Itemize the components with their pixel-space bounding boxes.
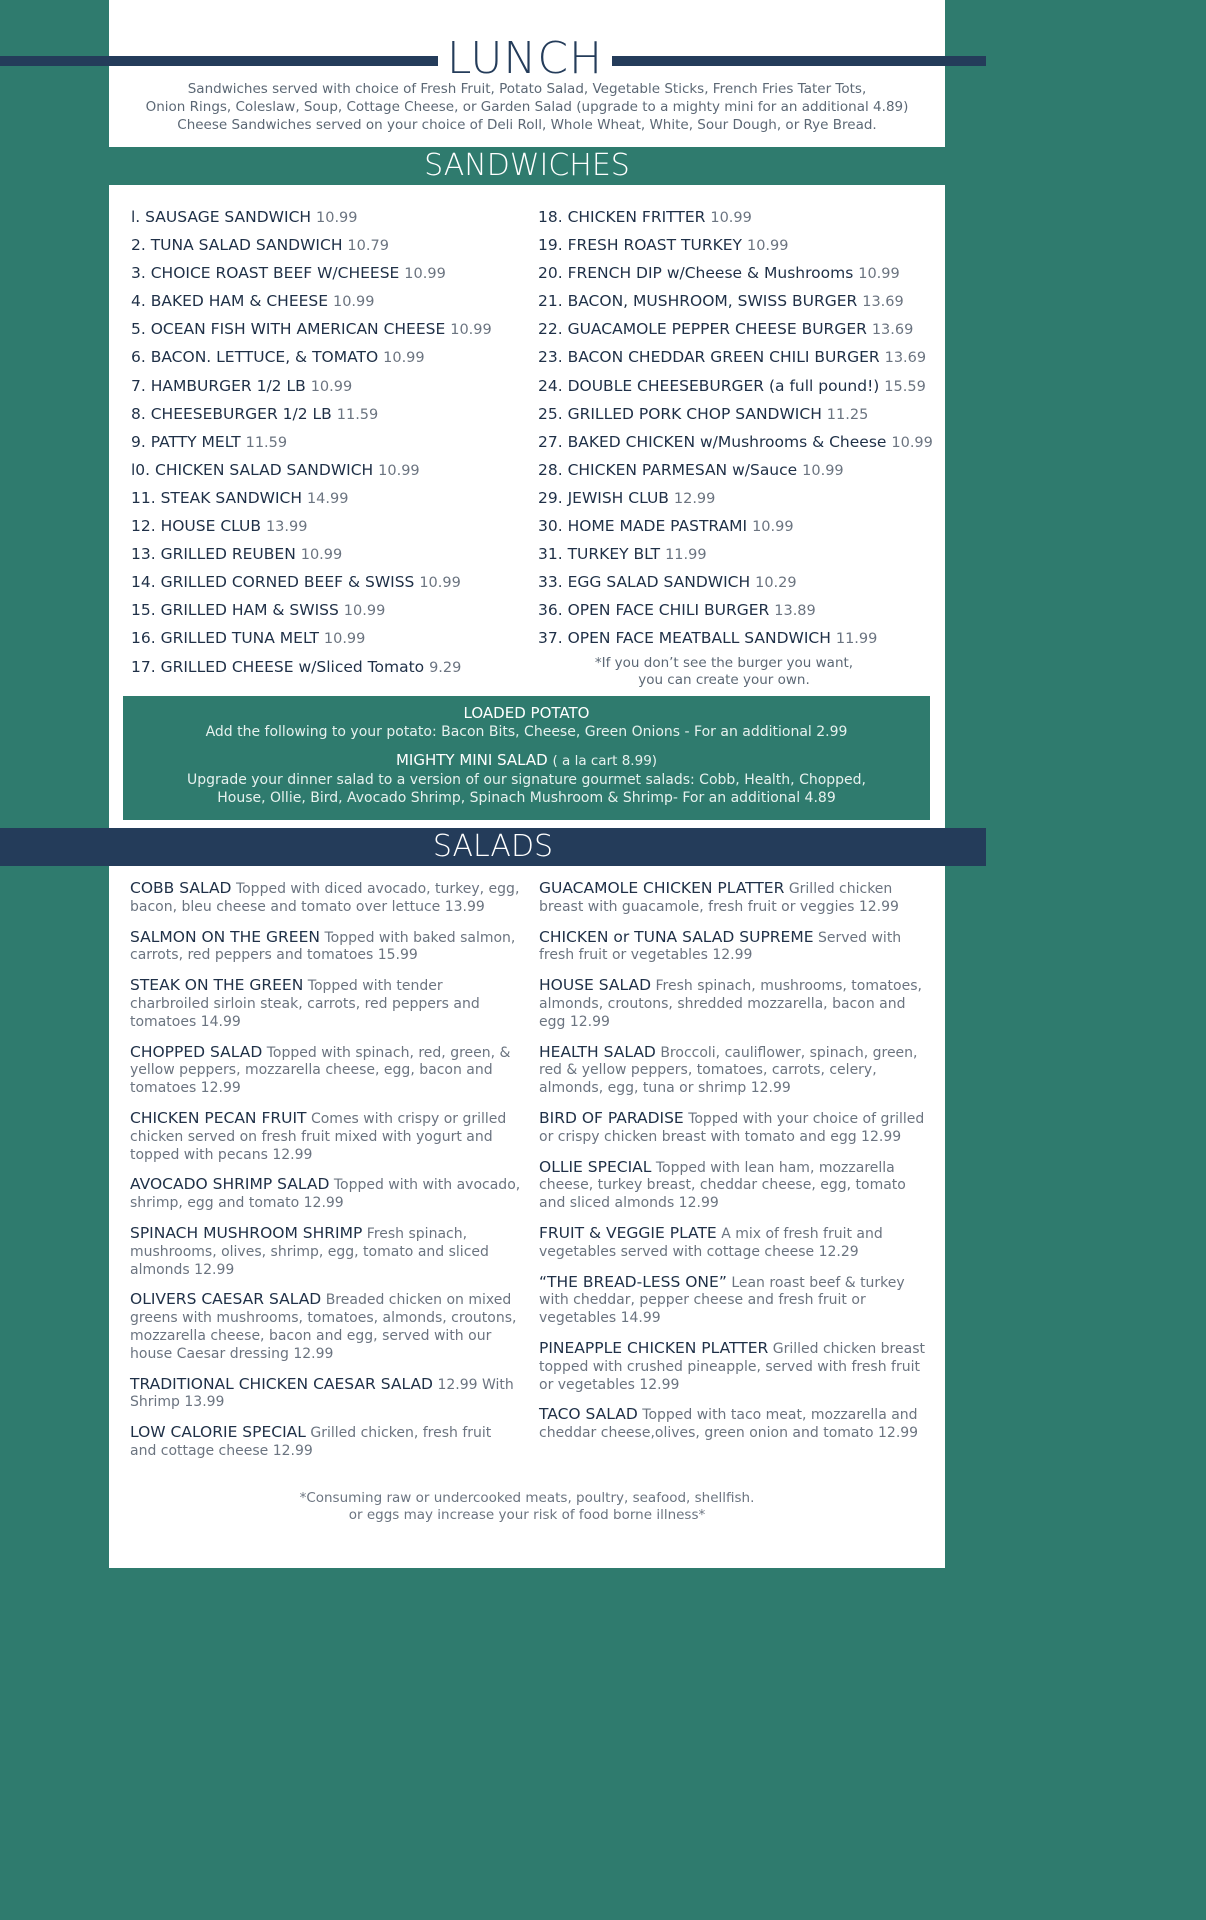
sandwich-item [538,430,933,458]
sandwich-price: 10.99 [310,378,353,395]
salad-description: Topped with spinach, red, green, & yellow peppers, mozzarella cheese, egg, bacon and tomatoes 12.99 [130,1044,511,1097]
sandwich-item [538,598,933,626]
sandwich-name: 23. BACON CHEDDAR GREEN CHILI BURGER [538,348,880,367]
salad-name: COBB SALAD [130,879,232,897]
mighty-mini-heading [123,751,930,771]
salad-item [539,1340,931,1394]
sandwich-price: 11.25 [826,406,869,423]
sandwich-price: 10.99 [710,210,752,226]
sandwich-item [538,458,933,486]
salad-description: Topped with your choice of grilled or crispy chicken breast with tomato and egg 12.99 [539,1110,925,1145]
salad-description: Fresh spinach, mushrooms, olives, shrimp, egg, tomato and sliced almonds 12.99 [130,1225,489,1278]
salad-item [539,1044,931,1098]
sandwich-item [131,626,492,654]
salad-description: Breaded chicken on mixed greens with mushrooms, tomatoes, almonds, croutons, mozzarella cheese, bacon and egg, served with our house Caesar dressing 12.99 [130,1292,517,1362]
sandwich-name: 12. HOUSE CLUB [131,517,262,536]
sandwich-item [131,233,492,261]
sandwich-item [131,205,492,233]
salad-description: Topped with baked salmon, carrots, red peppers and tomatoes 15.99 [130,929,516,964]
sandwich-item [538,542,933,570]
salad-item [539,1110,931,1147]
sandwich-price: 10.99 [300,547,343,564]
sandwich-price: 11.99 [665,547,707,564]
sandwich-price: 10.99 [343,603,386,620]
sandwich-name: 7. HAMBURGER 1/2 LB [131,376,306,395]
sandwich-item [131,317,492,345]
sandwich-price: 10.99 [332,294,375,311]
sandwich-price: 10.29 [755,575,797,592]
salad-description: Grilled chicken, fresh fruit and cottage cheese 12.99 [130,1425,492,1459]
salad-description: Served with fresh fruit or vegetables 12.99 [539,929,902,964]
sandwich-item [538,486,933,514]
sandwich-name: 20. FRENCH DIP w/Cheese & Mushrooms [538,264,854,283]
sandwich-price: 10.99 [404,266,446,283]
sandwich-name: 4. BAKED HAM & CHEESE [131,292,329,311]
sandwich-price: 10.99 [378,462,420,479]
salad-item [130,1110,522,1164]
sandwich-price: 10.99 [746,238,789,255]
burger-note [538,655,910,689]
mighty-mini-title: MIGHTY MINI SALAD [395,751,548,769]
salad-name: OLLIE SPECIAL [539,1157,652,1176]
salad-item [539,1406,931,1443]
sandwich-price: 13.69 [871,322,914,339]
salad-item [539,1225,931,1262]
salad-name: GUACAMOLE CHICKEN PLATTER [539,879,785,897]
sandwich-name: l0. CHICKEN SALAD SANDWICH [131,460,374,479]
sandwich-item [131,570,492,598]
salad-item [130,929,522,966]
sandwich-item [538,205,933,233]
sandwich-price: 10.99 [450,322,492,339]
salad-item [539,977,931,1031]
sandwich-item [538,261,933,289]
sandwich-price: 13.69 [884,350,927,367]
salad-item [539,1274,931,1328]
salad-description: Broccoli, cauliflower, spinach, green, red & yellow peppers, tomatoes, carrots, celery, almonds, egg, tuna or shrimp 12.99 [539,1044,918,1097]
sandwich-name: 22. GUACAMOLE PEPPER CHEESE BURGER [538,320,867,339]
salad-description: Lean roast beef & turkey with cheddar, pepper cheese and fresh fruit or vegetables 14.99 [539,1274,905,1327]
sandwich-price: 10.99 [383,350,425,367]
salad-name: CHOPPED SALAD [130,1042,263,1061]
salad-description: Grilled chicken breast topped with crushed pineapple, served with fresh fruit or vegetables 12.99 [539,1340,925,1393]
sandwich-price: 10.99 [323,631,366,648]
sandwich-item [131,655,492,683]
sandwich-item [538,514,933,542]
sandwich-name: 16. GRILLED TUNA MELT [131,629,319,648]
sandwich-name: 3. CHOICE ROAST BEEF W/CHEESE [131,264,400,283]
sandwich-price: 10.79 [347,238,389,255]
salad-name: SPINACH MUSHROOM SHRIMP [130,1223,363,1242]
sandwich-item [538,402,933,430]
note-line: *If you don’t see the burger you want, [594,655,854,671]
sandwich-item [131,345,492,373]
footer-line: or eggs may increase your risk of food borne illness* [348,1507,706,1523]
salad-name: SALMON ON THE GREEN [130,927,320,946]
sandwich-price: 10.99 [858,266,900,283]
salad-name: TACO SALAD [539,1405,638,1424]
sandwich-list-left [131,205,492,683]
sandwich-name: 14. GRILLED CORNED BEEF & SWISS [131,573,415,592]
sandwich-name: 36. OPEN FACE CHILI BURGER [538,601,770,620]
sandwich-name: 5. OCEAN FISH WITH AMERICAN CHEESE [131,320,446,339]
salad-item [130,1376,522,1413]
salad-description: 12.99 With Shrimp 13.99 [130,1376,514,1411]
salad-item [539,929,931,966]
salad-item [539,1159,931,1213]
intro-line: Sandwiches served with choice of Fresh Fruit, Potato Salad, Vegetable Sticks, French Fries Tater Tots, [187,81,867,97]
mighty-mini-line: House, Ollie, Bird, Avocado Shrimp, Spinach Mushroom & Shrimp- For an additional 4.89 [217,790,836,806]
food-safety-note [109,1490,945,1524]
salad-item [130,1176,522,1213]
salad-description: Grilled chicken breast with guacamole, fresh fruit or veggies 12.99 [539,881,899,915]
sandwich-item [131,542,492,570]
sandwich-name: 13. GRILLED REUBEN [131,545,296,564]
sandwich-name: 8. CHEESEBURGER 1/2 LB [131,404,332,423]
sandwich-name: 9. PATTY MELT [131,432,241,451]
sandwich-item [538,289,933,317]
sandwich-price: 13.89 [774,603,816,620]
salad-description: A mix of fresh fruit and vegetables served with cottage cheese 12.29 [539,1225,883,1260]
sandwich-item [538,374,933,402]
salad-name: HOUSE SALAD [539,976,652,995]
mighty-mini-line: Upgrade your dinner salad to a version of our signature gourmet salads: Cobb, Health, Chopped, [186,772,867,788]
sandwich-item [131,402,492,430]
salad-name: OLIVERS CAESAR SALAD [130,1290,322,1309]
sandwich-item [538,345,933,373]
sandwich-price: 12.99 [673,490,716,507]
sandwich-name: 33. EGG SALAD SANDWICH [538,573,751,592]
salad-name: BIRD OF PARADISE [539,1108,684,1127]
intro-line: Onion Rings, Coleslaw, Soup, Cottage Cheese, or Garden Salad (upgrade to a mighty mini for an additional 4.89) [145,99,909,115]
sandwich-price: 11.59 [245,434,288,451]
salad-name: “THE BREAD-LESS ONE” [539,1272,727,1291]
salad-item [130,977,522,1031]
sandwich-item [131,598,492,626]
salad-name: FRUIT & VEGGIE PLATE [539,1223,717,1242]
sandwich-price: 10.99 [802,462,844,479]
sandwich-item [131,289,492,317]
salad-name: HEALTH SALAD [539,1042,656,1061]
salad-item [130,1424,522,1461]
sandwich-price: 13.69 [862,294,904,311]
salad-name: AVOCADO SHRIMP SALAD [130,1175,330,1194]
sandwich-list-right [538,205,933,655]
sandwich-name: 30. HOME MADE PASTRAMI [538,517,748,536]
page-title: LUNCH [446,33,604,84]
loaded-potato-text: Add the following to your potato: Bacon Bits, Cheese, Green Onions - For an additional 2.99 [205,724,848,740]
salad-description: Fresh spinach, mushrooms, tomatoes, almonds, croutons, shredded mozzarella, bacon and egg 12.99 [539,978,922,1030]
salad-name: STEAK ON THE GREEN [130,976,304,995]
sandwich-name: 6. BACON. LETTUCE, & TOMATO [131,348,379,367]
sandwich-item [131,374,492,402]
sandwich-name: 24. DOUBLE CHEESEBURGER (a full pound!) [538,376,880,395]
mighty-mini-price: ( a la cart 8.99) [552,753,658,769]
salads-heading: SALADS [0,828,986,866]
sandwich-price: 10.99 [891,434,933,451]
sandwich-name: 29. JEWISH CLUB [538,488,669,507]
sandwich-item [538,317,933,345]
intro-text [109,80,945,134]
sandwich-item [131,261,492,289]
salad-list-right [539,880,931,1455]
sandwich-price: 9.29 [429,659,462,676]
sandwich-name: 27. BAKED CHICKEN w/Mushrooms & Cheese [538,432,887,451]
sandwich-name: 11. STEAK SANDWICH [131,488,303,507]
salad-description: Topped with tender charbroiled sirloin steak, carrots, red peppers and tomatoes 14.99 [130,978,480,1030]
sandwich-item [131,486,492,514]
sandwich-name: 37. OPEN FACE MEATBALL SANDWICH [538,629,831,648]
sandwich-name: 15. GRILLED HAM & SWISS [131,601,339,620]
sandwich-name: 17. GRILLED CHEESE w/Sliced Tomato [131,657,425,676]
sandwich-item [538,626,933,654]
loaded-potato-title: LOADED POTATO [463,704,590,722]
sandwich-item [538,233,933,261]
intro-line: Cheese Sandwiches served on your choice of Deli Roll, Whole Wheat, White, Sour Dough, or Rye Bread. [177,117,877,133]
salad-name: PINEAPPLE CHICKEN PLATTER [539,1338,769,1357]
sandwich-item [131,430,492,458]
sandwich-name: 21. BACON, MUSHROOM, SWISS BURGER [538,292,858,311]
sandwich-name: 18. CHICKEN FRITTER [538,208,706,226]
sandwich-name: 19. FRESH ROAST TURKEY [538,236,743,255]
footer-line: *Consuming raw or undercooked meats, poultry, seafood, shellfish. [299,1490,755,1506]
salad-description: Topped with with avocado, shrimp, egg and tomato 12.99 [130,1177,521,1212]
sandwich-price: 14.99 [306,490,349,507]
salad-description: Comes with crispy or grilled chicken served on fresh fruit mixed with yogurt and topped with pecans 12.99 [130,1110,507,1163]
sandwiches-heading: SANDWICHES [109,147,945,185]
salad-name: LOW CALORIE SPECIAL [130,1423,306,1442]
salad-item [130,880,522,917]
sandwich-price: 13.99 [265,519,308,536]
sandwich-price: 10.99 [419,575,461,592]
sandwich-price: 10.99 [316,210,358,226]
sandwich-price: 11.59 [336,406,379,423]
lunch-title-box [438,34,612,84]
sandwich-price: 10.99 [752,519,794,536]
salad-description: Topped with lean ham, mozzarella cheese, turkey breast, cheddar cheese, egg, tomato and sliced almonds 12.99 [539,1159,906,1212]
sandwich-item [131,514,492,542]
note-line: you can create your own. [638,672,810,688]
sandwich-name: 2. TUNA SALAD SANDWICH [131,236,343,255]
sandwich-item [131,458,492,486]
salad-name: CHICKEN PECAN FRUIT [130,1108,307,1127]
salad-item [539,880,931,917]
salad-list-left [130,880,522,1473]
salad-description: Topped with diced avocado, turkey, egg, bacon, bleu cheese and tomato over lettuce 13.99 [130,881,520,915]
salad-name: CHICKEN or TUNA SALAD SUPREME [539,927,814,946]
salad-item [130,1044,522,1098]
sandwich-price: 11.99 [835,631,878,648]
salad-name: TRADITIONAL CHICKEN CAESAR SALAD [130,1374,433,1393]
sandwich-name: l. SAUSAGE SANDWICH [131,208,312,226]
sandwich-item [538,570,933,598]
salad-item [130,1291,522,1363]
salad-description: Topped with taco meat, mozzarella and cheddar cheese,olives, green onion and tomato 12.99 [539,1407,919,1442]
sandwich-name: 31. TURKEY BLT [538,545,661,564]
salad-item [130,1225,522,1279]
sandwich-name: 25. GRILLED PORK CHOP SANDWICH [538,404,822,423]
addons-box [123,696,930,820]
sandwich-name: 28. CHICKEN PARMESAN w/Sauce [538,460,798,479]
sandwich-price: 15.59 [884,378,926,395]
